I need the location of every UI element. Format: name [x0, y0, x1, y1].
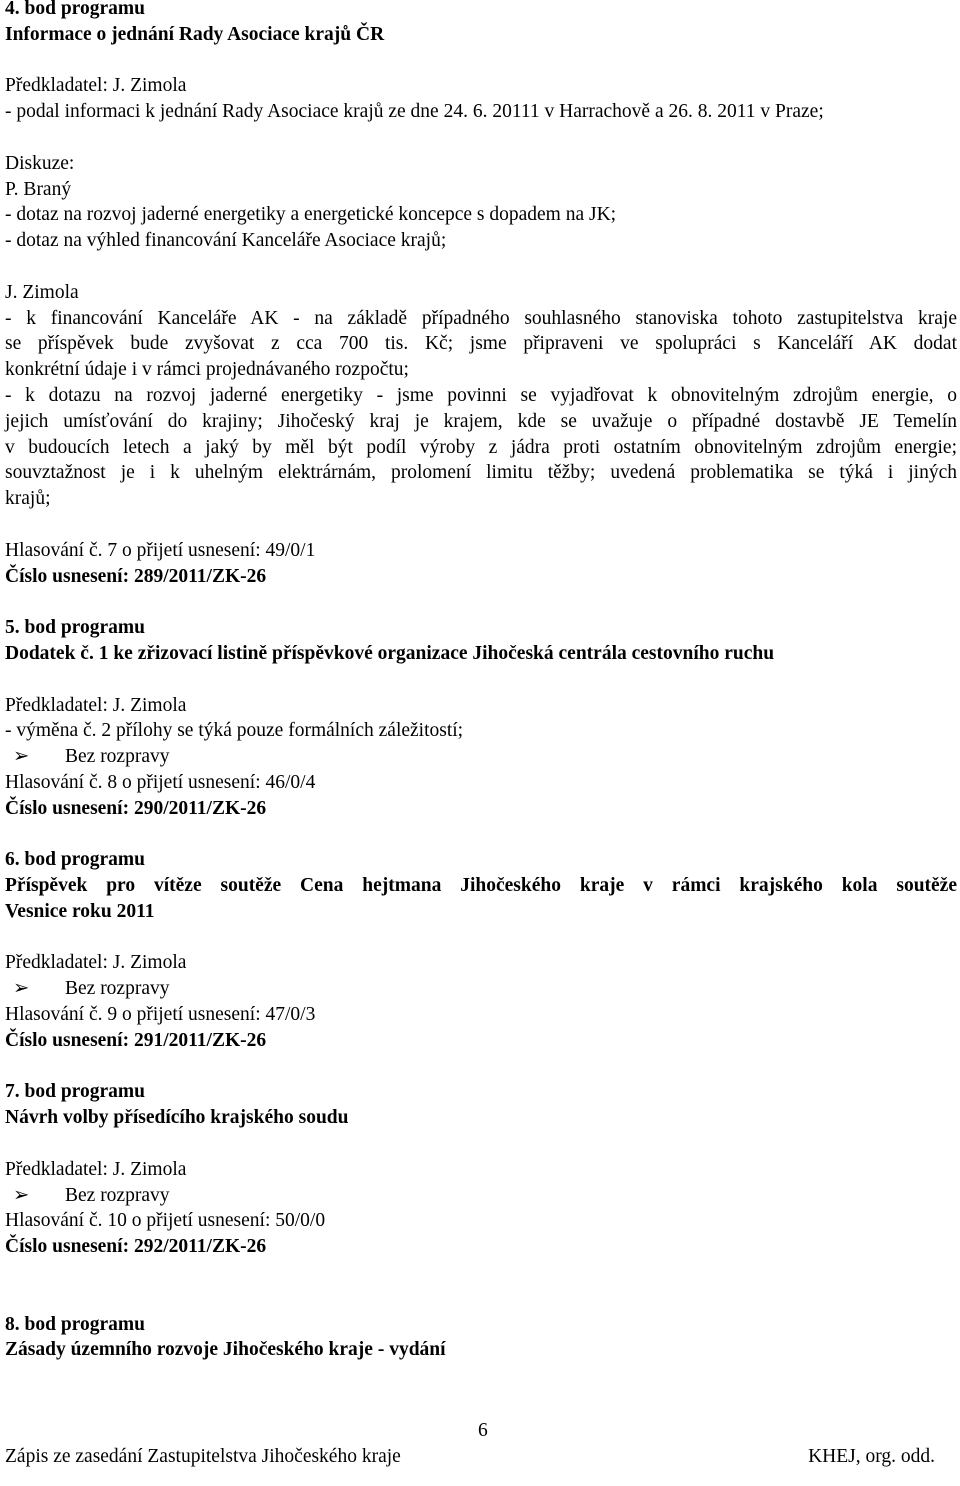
item4-resolution: Číslo usnesení: 289/2011/ZK-26: [5, 565, 267, 587]
item5-heading: 5. bod programu: [5, 617, 145, 639]
item4-title: Informace o jednání Rady Asociace krajů ČR: [5, 23, 385, 45]
zimola-answer-2-line-2: jejich umísťování do krajiny; Jihočeský kraj je krajem, kde se uvažuje o případné dostavbě JE Temelín: [5, 410, 957, 432]
footer-left-text: Zápis ze zasedání Zastupitelstva Jihočeského kraje: [5, 1446, 401, 1467]
item5-vote: Hlasování č. 8 o přijetí usnesení: 46/0/4: [5, 771, 316, 793]
speaker-brany: P. Braný: [5, 178, 72, 200]
item7-resolution: Číslo usnesení: 292/2011/ZK-26: [5, 1236, 267, 1258]
item6-presenter: Předkladatel: J. Zimola: [5, 952, 187, 974]
item5-bullet: [5, 744, 957, 770]
item6-heading: 6. bod programu: [5, 849, 145, 871]
speaker-zimola: J. Zimola: [5, 281, 79, 303]
zimola-answer-1-line-2: se příspěvek bude zvyšovat z cca 700 tis. Kč; jsme připraveni ve spolupráci s Kanceláří AK dodat: [5, 333, 957, 355]
item6-bullet-text: Bez rozpravy: [65, 978, 170, 1000]
brany-question-2: - dotaz na výhled financování Kanceláře Asociace krajů;: [5, 230, 447, 252]
item4-presenter: Předkladatel: J. Zimola: [5, 75, 187, 97]
item6-vote: Hlasování č. 9 o přijetí usnesení: 47/0/3: [5, 1004, 316, 1026]
item5-resolution: Číslo usnesení: 290/2011/ZK-26: [5, 797, 267, 819]
arrowhead-bullet-icon: ➢: [13, 1184, 30, 1206]
discussion-label: Diskuze:: [5, 152, 75, 174]
item7-bullet: [5, 1183, 957, 1209]
zimola-answer-1-line-3: konkrétní údaje i v rámci projednávaného rozpočtu;: [5, 359, 409, 381]
arrowhead-bullet-icon: ➢: [13, 746, 30, 768]
document-body: [5, 0, 957, 1363]
item6-resolution: Číslo usnesení: 291/2011/ZK-26: [5, 1029, 267, 1051]
item7-heading: 7. bod programu: [5, 1081, 145, 1103]
zimola-answer-2-line-4: souvztažnost je i k uhelným elektrárnám, prolomení limitu těžby; uvedená problematika se týká i jiných: [5, 462, 957, 484]
item7-bullet-text: Bez rozpravy: [65, 1184, 170, 1206]
item5-bullet-text: Bez rozpravy: [65, 746, 170, 768]
item4-vote: Hlasování č. 7 o přijetí usnesení: 49/0/1: [5, 539, 316, 561]
item7-title: Návrh volby přísedícího krajského soudu: [5, 1107, 349, 1129]
zimola-answer-2-line-5: krajů;: [5, 488, 51, 510]
item6-title-line-1: Příspěvek pro vítěze soutěže Cena hejtmana Jihočeského kraje v rámci krajského kola soutěže: [5, 875, 957, 897]
item5-note: - výměna č. 2 přílohy se týká pouze formálních záležitostí;: [5, 720, 464, 742]
arrowhead-bullet-icon: ➢: [13, 978, 30, 1000]
item6-title-line-2: Vesnice roku 2011: [5, 900, 155, 922]
item4-heading: 4. bod programu: [5, 0, 145, 19]
page-number: 6: [478, 1420, 488, 1441]
item5-title: Dodatek č. 1 ke zřizovací listině příspěvkové organizace Jihočeská centrála cestovního ruchu: [5, 642, 775, 664]
zimola-answer-2-line-3: v budoucích letech a jaký by měl být podíl výroby z jádra proti ostatním obnovitelným zdrojům energie;: [5, 436, 957, 458]
item8-heading: 8. bod programu: [5, 1313, 145, 1335]
zimola-answer-1-line-1: - k financování Kanceláře AK - na základě případného souhlasného stanoviska tohoto zastupitelstva kraje: [5, 307, 957, 329]
zimola-answer-2-line-1: - k dotazu na rozvoj jaderné energetiky - jsme povinni se vyjadřovat k obnovitelným zdrojům energie, o: [5, 384, 957, 406]
item4-info: - podal informaci k jednání Rady Asociace krajů ze dne 24. 6. 20111 v Harrachově a 26. 8. 2011 v Praze;: [5, 101, 824, 123]
footer-right-text: KHEJ, org. odd.: [808, 1446, 935, 1467]
brany-question-1: - dotaz na rozvoj jaderné energetiky a energetické koncepce s dopadem na JK;: [5, 204, 617, 226]
item5-presenter: Předkladatel: J. Zimola: [5, 694, 187, 716]
item7-presenter: Předkladatel: J. Zimola: [5, 1158, 187, 1180]
item8-title: Zásady územního rozvoje Jihočeského kraje - vydání: [5, 1339, 446, 1361]
page-footer: [5, 1420, 935, 1486]
item6-bullet: [5, 976, 957, 1002]
item7-vote: Hlasování č. 10 o přijetí usnesení: 50/0/0: [5, 1210, 326, 1232]
